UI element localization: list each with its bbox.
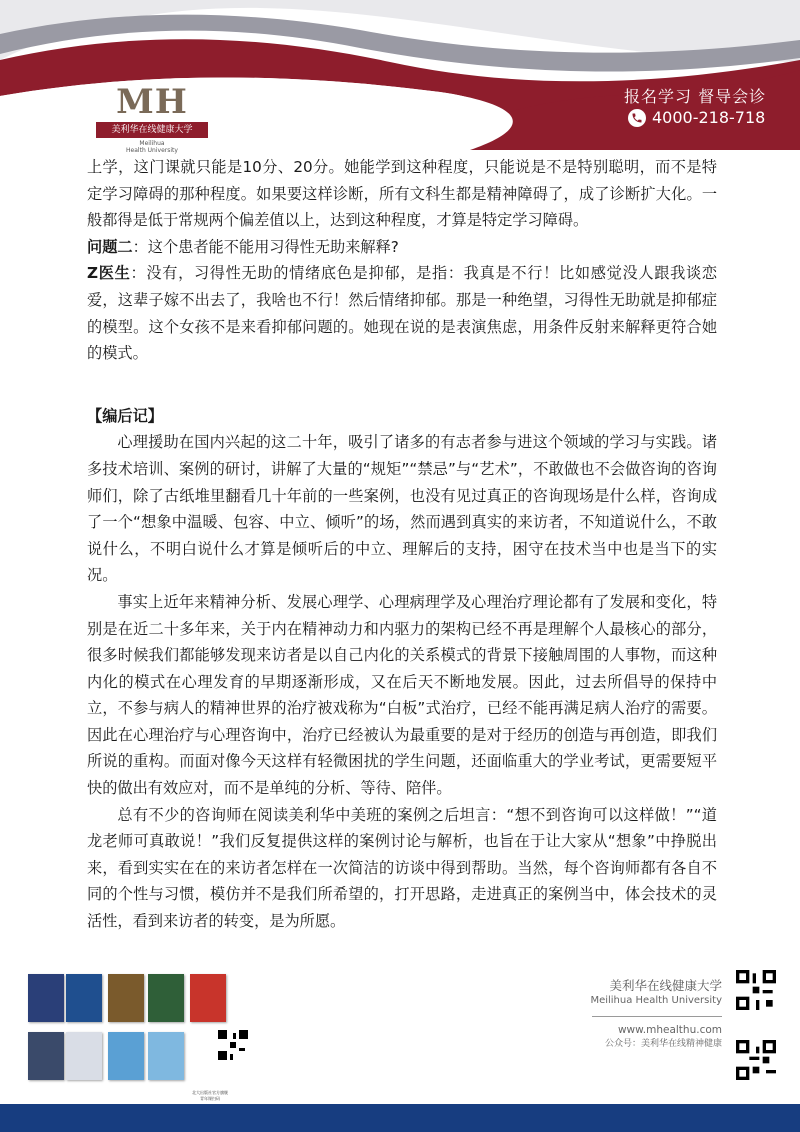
footer-info <box>586 978 722 1051</box>
header-slogan: 报名学习 督导会诊 <box>624 87 767 106</box>
section-gap <box>87 367 717 403</box>
editor-paragraph-2: 事实上近年来精神分析、发展心理学、心理病理学及心理治疗理论都有了发展和变化，特别是在近二十多年来，关于内在精神动力和内驱力的架构已经不再是理解个人最核心的部分，很多时候我们都能够发现来访者是以自己内化的关系模式的背景下接触周围的人事物，而这种内化的模式在心理发育的早期逐渐形成，又在后天不断地发展。因此，过去所倡导的保持中立，不参与病人的精神世界的治疗被戏称为“白板”式治疗，已经不能再满足病人治疗的需要。因此在心理治疗与心理咨询中，治疗已经被认为最重要的是对于经历的创造与再创造，即我们所说的重构。而面对像今天这样有轻微困扰的学生问题，还面临重大的学业考试，更需要短平快的做出有效应对，而不是单纯的分析、等待、陪伴。 <box>87 592 717 798</box>
footer-university-en: Meilihua Health University <box>590 995 722 1006</box>
doctor-z-text: ：没有，习得性无助的情绪底色是抑郁，是指：我真是不行！比如感觉没人跟我谈恋爱，这辈子嫁不出去了，我啥也不行！然后情绪抑郁。那是一种绝望，习得性无助就是抑郁症的模型。这个女孩不是来看抑郁问题的。她现在说的是表演焦虑，用条件反射来解释更符合她的模式。 <box>87 264 718 363</box>
phone-number: 4000-218-718 <box>652 108 766 127</box>
qr-caption-line-1: 北大出版社官方旗舰 <box>192 1090 228 1095</box>
logo-ribbon: 美利华在线健康大学 <box>96 122 208 138</box>
book-cover <box>66 974 102 1022</box>
university-logo <box>96 70 208 158</box>
book-cover <box>148 974 184 1022</box>
qr-code-icon <box>736 970 776 1010</box>
footer-website-link[interactable]: www.mhealthu.com <box>617 1024 722 1036</box>
question-two-text: ：这个患者能不能用习得性无助来解释? <box>132 237 399 256</box>
book-cover <box>66 1032 102 1080</box>
logo-subtitle-line-1: Meilihua <box>139 140 165 147</box>
doctor-z-answer <box>87 260 717 366</box>
doctor-z-label: Z医生 <box>87 264 131 283</box>
book-qr-code-icon <box>218 1030 248 1060</box>
phone-icon <box>628 109 646 127</box>
logo-mark: MH <box>116 82 188 122</box>
book-covers <box>28 974 238 1082</box>
footer-university-name: 美利华在线健康大学 <box>609 978 722 993</box>
header-phone[interactable] <box>628 108 765 127</box>
logo-subtitle <box>96 140 208 154</box>
book-cover <box>190 974 226 1022</box>
qr-caption <box>180 1090 240 1102</box>
question-two-label: 问题二 <box>87 237 133 256</box>
book-cover <box>148 1032 184 1080</box>
qr-code-icon <box>736 1040 776 1080</box>
qr-caption-line-2: 青年课扫码 <box>200 1096 220 1101</box>
footer-divider <box>592 1016 722 1017</box>
question-two <box>87 234 717 261</box>
editor-note-heading: 【编后记】 <box>87 406 163 425</box>
footer-wechat: 公众号：美利华在线精神健康 <box>604 1039 722 1049</box>
footer-band <box>0 1104 800 1132</box>
article-body <box>87 154 717 935</box>
editor-paragraph-1: 心理援助在国内兴起的这二十年，吸引了诸多的有志者参与进这个领域的学习与实践。诸多技术培训、案例的研讨，讲解了大量的“规矩”“禁忌”与“艺术”，不敢做也不会做咨询的咨询师们，除了古纸堆里翻看几十年前的一些案例，也没有见过真正的咨询现场是什么样，咨询成了一个“想象中温暖、包容、中立、倾听”的场，然而遇到真实的来访者，不知道说什么，不敢说什么，不明白说什么才算是倾听后的中立、理解后的支持，困守在技术当中也是当下的实况。 <box>87 433 717 585</box>
logo-subtitle-line-2: Health University <box>126 147 178 154</box>
paragraph-continuation: 上学，这门课就只能是10分、20分。她能学到这种程度，只能说是不是特别聪明，而不是特定学习障碍的那种程度。如果要这样诊断，所有文科生都是精神障碍了，成了诊断扩大化。一般都得是低于常规两个偏差值以上，达到这种程度，才算是特定学习障碍。 <box>87 158 717 230</box>
book-cover <box>28 1032 64 1080</box>
book-cover <box>108 974 144 1022</box>
book-cover <box>108 1032 144 1080</box>
book-cover <box>28 974 64 1022</box>
editor-paragraph-3: 总有不少的咨询师在阅读美利华中美班的案例之后坦言：“想不到咨询可以这样做！”“道龙老师可真敢说！”我们反复提供这样的案例讨论与解析，也旨在于让大家从“想象”中挣脱出来，看到实实在在的来访者怎样在一次简洁的访谈中得到帮助。当然，每个咨询师都有各自不同的个性与习惯，模仿并不是我们所希望的，打开思路，走进真正的案例当中，体会技术的灵活性，看到来访者的转变，是为所愿。 <box>87 805 717 931</box>
